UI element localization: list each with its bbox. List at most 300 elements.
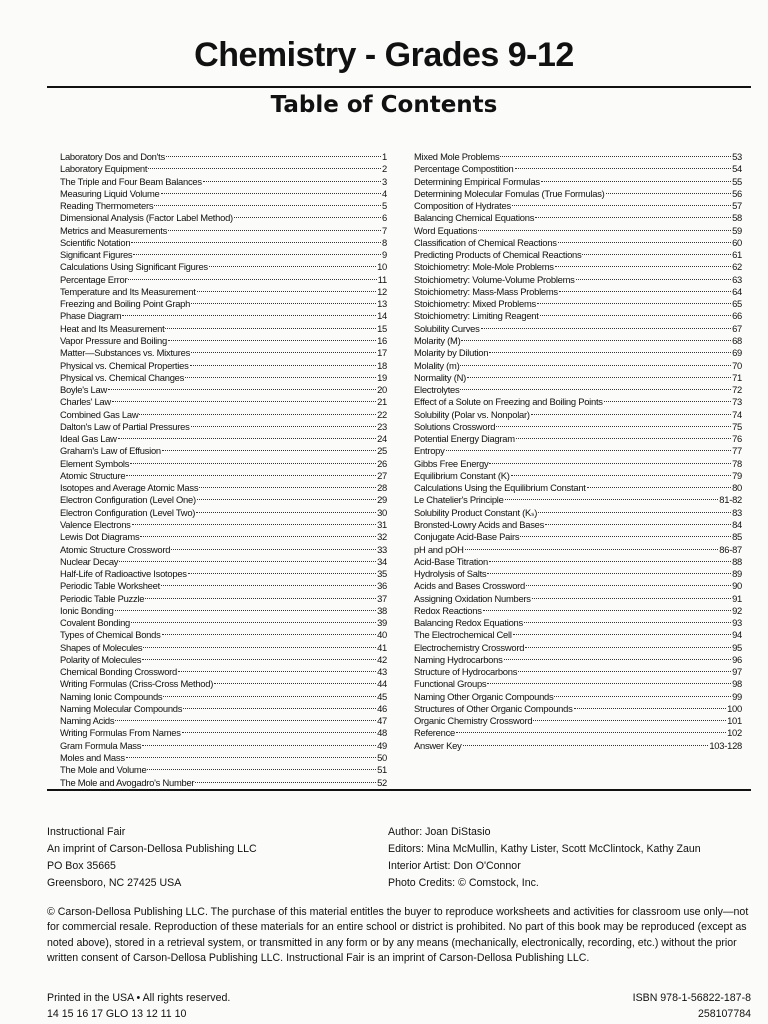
toc-leader-dots (140, 528, 376, 540)
toc-leader-dots (145, 590, 376, 602)
toc-entry-title: Word Equations (414, 224, 478, 236)
item-number: 258107784 (697, 1007, 751, 1020)
toc-entry-title: Conjugate Acid-Base Pairs (414, 531, 520, 543)
toc-entry-title: Assigning Oxidation Numbers (414, 592, 531, 604)
toc-entry-page: 95 (732, 641, 742, 653)
toc-entry-page: 64 (732, 285, 742, 297)
toc-entry-title: Freezing and Boiling Point Graph (60, 298, 191, 310)
toc-entry-page: 27 (377, 469, 387, 481)
toc-entry-title: Stoichiometry: Volume-Volume Problems (414, 273, 575, 285)
toc-leader-dots (143, 639, 376, 651)
toc-entry-title: Gram Formula Mass (60, 739, 142, 751)
toc-entry-title: Molarity by Dilution (414, 347, 489, 359)
toc-entry-title: Determining Molecular Fomulas (True Formulas) (414, 187, 605, 199)
toc-entry-page: 7 (382, 224, 387, 236)
toc-entry-title: Isotopes and Average Atomic Mass (60, 482, 199, 494)
toc-entry-page: 39 (377, 617, 387, 629)
toc-entry-page: 11 (377, 273, 387, 285)
toc-entry-title: Phase Diagram (60, 310, 122, 322)
toc-entry-title: Atomic Structure Crossword (60, 543, 171, 555)
toc-leader-dots (604, 393, 731, 405)
toc-entry-title: Matter—Substances vs. Mixtures (60, 347, 191, 359)
toc-leader-dots (168, 222, 381, 234)
toc-leader-dots (154, 197, 381, 209)
printing-line: 14 15 16 17 GLO 13 12 11 10 (47, 1007, 187, 1020)
toc-entry-page: 26 (377, 457, 387, 469)
toc-leader-dots (178, 663, 376, 675)
toc-leader-dots (582, 246, 731, 258)
toc-leader-dots (132, 516, 376, 528)
toc-entry-title: Electrolytes (414, 384, 460, 396)
toc-leader-dots (147, 761, 376, 773)
toc-entry-page: 35 (377, 568, 387, 580)
toc-leader-dots (130, 455, 376, 467)
toc-entry-title: Ionic Bonding (60, 604, 114, 616)
toc-leader-dots (460, 357, 731, 369)
toc-entry-title: Equilibrium Constant (K) (414, 469, 510, 481)
toc-entry (60, 148, 387, 160)
toc-entry-page: 67 (732, 322, 742, 334)
toc-entry-page: 20 (377, 384, 387, 396)
toc-leader-dots (489, 455, 731, 467)
toc-entry-title: Heat and Its Measurement (60, 322, 165, 334)
toc-leader-dots (191, 344, 376, 356)
toc-entry-title: Dimensional Analysis (Factor Label Method) (60, 212, 233, 224)
toc-entry-title: Composition of Hydrates (414, 200, 511, 212)
toc-leader-dots (511, 467, 731, 479)
toc-entry-page: 34 (377, 555, 387, 567)
toc-entry-page: 40 (377, 629, 387, 641)
toc-entry-title: Molarity (M) (414, 334, 461, 346)
toc-entry-title: Percentage Error (60, 273, 128, 285)
toc-entry-title: Organic Chemistry Crossword (414, 715, 533, 727)
toc-entry (414, 332, 742, 344)
toc-leader-dots (118, 430, 376, 442)
toc-entry-title: Stoichiometry: Mass-Mass Problems (414, 285, 558, 297)
toc-entry-title: Electron Configuration (Level Two) (60, 506, 196, 518)
toc-leader-dots (234, 209, 381, 221)
toc-leader-dots (131, 234, 381, 246)
toc-entry-title: Hydrolysis of Salts (414, 568, 487, 580)
toc-leader-dots (133, 246, 381, 258)
toc-entry-page: 54 (732, 163, 742, 175)
toc-entry-title: Solubility Product Constant (Kₛ) (414, 506, 538, 518)
toc-leader-dots (214, 675, 376, 687)
toc-entry-title: Naming Other Organic Compounds (414, 690, 554, 702)
toc-leader-dots (142, 651, 376, 663)
toc-entry-title: Moles and Mass (60, 752, 125, 764)
toc-leader-dots (456, 724, 726, 736)
toc-entry-page: 89 (732, 568, 742, 580)
toc-leader-dots (559, 283, 731, 295)
toc-leader-dots (525, 639, 731, 651)
toc-entry-title: Determining Empirical Formulas (414, 175, 540, 187)
toc-leader-dots (463, 737, 709, 749)
toc-entry-title: The Mole and Avogadro's Number (60, 776, 195, 788)
toc-entry-title: Predicting Products of Chemical Reactions (414, 249, 582, 261)
toc-entry-title: Bronsted-Lowry Acids and Bases (414, 518, 545, 530)
toc-leader-dots (128, 271, 376, 283)
toc-leader-dots (209, 258, 376, 270)
footer-left (47, 991, 230, 1022)
toc-entry-page: 44 (377, 678, 387, 690)
footer-right (633, 991, 751, 1022)
toc-leader-dots (162, 626, 377, 638)
toc-entry-page: 62 (732, 261, 742, 273)
toc-entry-page: 61 (732, 249, 742, 261)
toc-leader-dots (532, 590, 731, 602)
toc-leader-dots (526, 577, 731, 589)
toc-entry-title: Reference (414, 727, 456, 739)
toc-entry-page: 102 (727, 727, 742, 739)
toc-entry-page: 103-128 (709, 739, 742, 751)
toc-entry-title: Shapes of Molecules (60, 641, 143, 653)
toc-entry (414, 393, 742, 408)
toc-entry-title: Metrics and Measurements (60, 224, 168, 236)
toc-leader-dots (606, 185, 732, 197)
toc-entry-title: Naming Molecular Compounds (60, 702, 183, 714)
toc-entry-title: Structures of Other Organic Compounds (414, 702, 573, 714)
toc-entry-title: The Triple and Four Beam Balances (60, 175, 202, 187)
toc-entry-page: 43 (377, 666, 387, 678)
toc-entry-title: Periodic Table Worksheet (60, 580, 160, 592)
toc-entry-title: Naming Ionic Compounds (60, 690, 163, 702)
toc-leader-dots (115, 712, 376, 724)
toc-entry-title: Stoichiometry: Limiting Reagent (414, 310, 539, 322)
toc-leader-dots (166, 148, 381, 160)
toc-leader-dots (538, 504, 731, 516)
toc-entry-page: 85 (732, 531, 742, 543)
toc-leader-dots (524, 614, 731, 626)
toc-entry (60, 393, 387, 408)
toc-leader-dots (531, 406, 731, 418)
toc-leader-dots (142, 737, 376, 749)
toc-leader-dots (171, 541, 376, 553)
toc-entry-page: 81-82 (719, 494, 742, 506)
page-title: Chemistry - Grades 9-12 (194, 36, 574, 74)
toc-entry-page: 86-87 (719, 543, 742, 555)
toc-entry-title: Entropy (414, 445, 445, 457)
credit-editors: Editors: Mina McMullin, Kathy Lister, Scott McClintock, Kathy Zaun (388, 843, 701, 855)
toc-entry (414, 455, 742, 467)
toc-entry-page: 79 (732, 469, 742, 481)
toc-leader-dots (460, 381, 731, 393)
top-rule (47, 86, 751, 88)
toc-entry-page: 6 (382, 212, 387, 224)
toc-entry-title: Solubility Curves (414, 322, 480, 334)
toc-entry-page: 19 (377, 371, 387, 383)
toc-entry-page: 74 (732, 408, 742, 420)
toc-entry-page: 76 (732, 433, 742, 445)
toc-entry-title: Electron Configuration (Level One) (60, 494, 196, 506)
toc-entry-page: 55 (732, 175, 742, 187)
toc-entry-page: 80 (732, 482, 742, 494)
toc-leader-dots (161, 185, 382, 197)
toc-entry-title: Naming Acids (60, 715, 115, 727)
toc-entry-title: Solubility (Polar vs. Nonpolar) (414, 408, 530, 420)
toc-entry-title: Reading Thermometers (60, 200, 154, 212)
toc-entry-page: 9 (382, 249, 387, 261)
toc-entry-page: 96 (732, 653, 742, 665)
toc-entry-page: 13 (377, 298, 387, 310)
toc-leader-dots (190, 357, 377, 369)
toc-leader-dots (182, 724, 376, 736)
toc-entry-page: 56 (732, 187, 742, 199)
toc-entry-page: 50 (377, 752, 387, 764)
toc-entry-page: 101 (727, 715, 742, 727)
toc-entry-page: 100 (727, 702, 742, 714)
toc-entry (414, 381, 742, 396)
toc-entry-title: Writing Formulas From Names (60, 727, 181, 739)
toc-leader-dots (505, 491, 719, 503)
toc-leader-dots (478, 222, 731, 234)
toc-entry-page: 22 (377, 408, 387, 420)
toc-entry-title: Stoichiometry: Mixed Problems (414, 298, 536, 310)
toc-leader-dots (515, 160, 732, 172)
toc-entry-title: Percentage Compostition (414, 163, 514, 175)
toc-entry-page: 23 (377, 420, 387, 432)
toc-leader-dots (446, 442, 732, 454)
toc-entry-page: 16 (377, 334, 387, 346)
toc-entry-page: 4 (382, 187, 387, 199)
toc-entry-title: Dalton's Law of Partial Pressures (60, 420, 190, 432)
toc-leader-dots (108, 381, 376, 393)
toc-entry-page: 21 (377, 396, 387, 408)
toc-entry-page: 73 (732, 396, 742, 408)
toc-entry (414, 357, 742, 369)
toc-entry-title: Calculations Using the Equilibrium Constant (414, 482, 586, 494)
credits-info (388, 824, 701, 892)
toc-entry-page: 37 (377, 592, 387, 604)
toc-entry-page: 68 (732, 334, 742, 346)
toc-leader-dots (541, 173, 731, 185)
toc-leader-dots (188, 565, 376, 577)
toc-entry (414, 737, 742, 749)
publisher-po-box: PO Box 35665 (47, 860, 116, 872)
toc-leader-dots (496, 418, 731, 430)
toc-leader-dots (191, 295, 376, 307)
toc-entry-title: Normality (N) (414, 371, 466, 383)
toc-entry-title: Writing Formulas (Criss-Cross Method) (60, 678, 214, 690)
toc-leader-dots (148, 160, 381, 172)
toc-entry-title: Atomic Structure (60, 469, 126, 481)
toc-entry-title: Covalent Bonding (60, 617, 131, 629)
toc-entry-title: Element Symbols (60, 457, 130, 469)
toc-entry (414, 148, 742, 160)
toc-entry-page: 99 (732, 690, 742, 702)
toc-entry-title: Mixed Mole Problems (414, 151, 500, 162)
toc-entry-title: Redox Reactions (414, 604, 482, 616)
toc-entry-page: 97 (732, 666, 742, 678)
toc-entry (414, 724, 742, 739)
toc-entry-page: 8 (382, 236, 387, 248)
toc-leader-dots (487, 675, 731, 687)
toc-entry-page: 5 (382, 200, 387, 212)
toc-entry-page: 33 (377, 543, 387, 555)
toc-entry-title: Classification of Chemical Reactions (414, 236, 557, 248)
toc-entry-title: Solutions Crossword (414, 420, 496, 432)
toc-entry-title: Le Chatelier's Principle (414, 494, 504, 506)
toc-entry-page: 47 (377, 715, 387, 727)
toc-leader-dots (203, 173, 381, 185)
toc-entry-page: 83 (732, 506, 742, 518)
toc-entry-page: 28 (377, 482, 387, 494)
toc-entry-page: 38 (377, 604, 387, 616)
toc-entry-page: 2 (382, 163, 387, 175)
toc-entry-title: Boyle's Law (60, 384, 107, 396)
toc-entry-page: 12 (377, 285, 387, 297)
toc-entry-title: Periodic Table Puzzle (60, 592, 145, 604)
toc-leader-dots (537, 295, 731, 307)
toc-leader-dots (465, 541, 719, 553)
toc-entry-page: 70 (732, 359, 742, 371)
toc-entry-page: 63 (732, 273, 742, 285)
toc-entry (414, 369, 742, 381)
toc-entry-page: 15 (377, 322, 387, 334)
toc-leader-dots (518, 663, 731, 675)
toc-entry-page: 46 (377, 702, 387, 714)
toc-left-column (60, 148, 387, 786)
toc-leader-dots (483, 602, 731, 614)
toc-leader-dots (185, 369, 376, 381)
toc-entry-page: 91 (732, 592, 742, 604)
toc-leader-dots (545, 516, 731, 528)
isbn: ISBN 978-1-56822-187-8 (632, 992, 751, 1004)
toc-leader-dots (183, 700, 376, 712)
toc-entry-title: The Electrochemical Cell (414, 629, 512, 641)
toc-leader-dots (191, 418, 377, 430)
toc-leader-dots (555, 258, 731, 270)
toc-entry-page: 14 (377, 310, 387, 322)
toc-entry-page: 53 (732, 151, 742, 162)
toc-entry-title: Answer Key (414, 739, 462, 751)
toc-leader-dots (119, 553, 376, 565)
credit-artist: Interior Artist: Don O'Connor (388, 860, 521, 872)
toc-entry-title: Acids and Bases Crossword (414, 580, 525, 592)
toc-entry-title: Types of Chemical Bonds (60, 629, 161, 641)
toc-heading: Table of Contents (270, 92, 498, 118)
toc-entry-title: Charles' Law (60, 396, 111, 408)
toc-entry-page: 49 (377, 739, 387, 751)
toc-entry-title: Effect of a Solute on Freezing and Boiling Points (414, 396, 603, 408)
toc-entry-page: 77 (732, 445, 742, 457)
toc-leader-dots (161, 577, 376, 589)
toc-entry-page: 18 (377, 359, 387, 371)
toc-leader-dots (139, 406, 376, 418)
toc-leader-dots (481, 320, 731, 332)
toc-leader-dots (199, 479, 376, 491)
toc-entry-title: Naming Hydrocarbons (414, 653, 503, 665)
toc-entry-title: Chemical Bonding Crossword (60, 666, 177, 678)
bottom-rule (47, 789, 751, 791)
toc-entry-page: 58 (732, 212, 742, 224)
toc-entry-title: Physical vs. Chemical Changes (60, 371, 185, 383)
toc-entry-page: 71 (732, 371, 742, 383)
toc-leader-dots (461, 332, 731, 344)
toc-entry-page: 30 (377, 506, 387, 518)
toc-entry-page: 90 (732, 580, 742, 592)
toc-entry-page: 29 (377, 494, 387, 506)
toc-entry-title: Structure of Hydrocarbons (414, 666, 518, 678)
toc-entry-title: Calculations Using Significant Figures (60, 261, 208, 273)
toc-entry-page: 98 (732, 678, 742, 690)
toc-entry-title: Lewis Dot Diagrams (60, 531, 140, 543)
toc-leader-dots (197, 491, 376, 503)
toc-entry-page: 59 (732, 224, 742, 236)
publisher-name: Instructional Fair (47, 826, 126, 838)
toc-right-column (414, 148, 742, 749)
toc-entry-page: 31 (377, 518, 387, 530)
toc-entry-page: 93 (732, 617, 742, 629)
toc-entry-page: 94 (732, 629, 742, 641)
toc-leader-dots (587, 479, 731, 491)
toc-entry-title: Combined Gas Law (60, 408, 139, 420)
toc-leader-dots (112, 393, 376, 405)
publisher-info (47, 824, 257, 892)
toc-leader-dots (195, 774, 376, 786)
toc-entry-page: 24 (377, 433, 387, 445)
toc-entry-title: Gibbs Free Energy (414, 457, 489, 469)
credit-photo: Photo Credits: © Comstock, Inc. (388, 877, 539, 889)
toc-leader-dots (163, 688, 376, 700)
toc-leader-dots (516, 430, 731, 442)
toc-entry-page: 41 (377, 641, 387, 653)
toc-entry-page: 48 (377, 727, 387, 739)
toc-leader-dots (540, 307, 731, 319)
toc-leader-dots (197, 283, 377, 295)
toc-entry-page: 36 (377, 580, 387, 592)
toc-entry-page: 92 (732, 604, 742, 616)
toc-entry-title: Balancing Chemical Equations (414, 212, 535, 224)
toc-leader-dots (196, 504, 376, 516)
toc-leader-dots (162, 442, 376, 454)
toc-entry-page: 88 (732, 555, 742, 567)
toc-leader-dots (165, 320, 376, 332)
toc-entry-title: Molality (m) (414, 359, 460, 371)
printed-notice: Printed in the USA • All rights reserved. (47, 992, 231, 1004)
toc-leader-dots (512, 197, 731, 209)
toc-leader-dots (487, 565, 731, 577)
toc-leader-dots (467, 369, 731, 381)
toc-leader-dots (126, 749, 376, 761)
toc-entry-page: 17 (377, 347, 387, 359)
publisher-city: Greensboro, NC 27425 USA (47, 877, 182, 889)
toc-entry-title: pH and pOH (414, 543, 464, 555)
toc-leader-dots (126, 467, 376, 479)
toc-entry-title: Temperature and Its Measurement (60, 285, 196, 297)
toc-entry-title: Electrochemistry Crossword (414, 641, 525, 653)
toc-leader-dots (520, 528, 731, 540)
toc-entry-page: 42 (377, 653, 387, 665)
toc-leader-dots (504, 651, 732, 663)
toc-leader-dots (500, 148, 731, 160)
toc-entry-title: Half-Life of Radioactive Isotopes (60, 568, 187, 580)
toc-entry-page: 45 (377, 690, 387, 702)
toc-entry-title: Potential Energy Diagram (414, 433, 515, 445)
toc-leader-dots (574, 700, 727, 712)
toc-entry-title: Stoichiometry: Mole-Mole Problems (414, 261, 554, 273)
toc-entry-page: 78 (732, 457, 742, 469)
toc-entry-title: Laboratory Dos and Don'ts (60, 151, 165, 162)
toc-entry-title: Vapor Pressure and Boiling (60, 334, 167, 346)
toc-leader-dots (489, 344, 731, 356)
toc-entry-page: 52 (377, 776, 387, 788)
toc-entry-page: 65 (732, 298, 742, 310)
toc-entry-title: Laboratory Equipment (60, 163, 148, 175)
toc-leader-dots (554, 688, 731, 700)
toc-leader-dots (533, 712, 726, 724)
toc-entry-title: Ideal Gas Law (60, 433, 117, 445)
